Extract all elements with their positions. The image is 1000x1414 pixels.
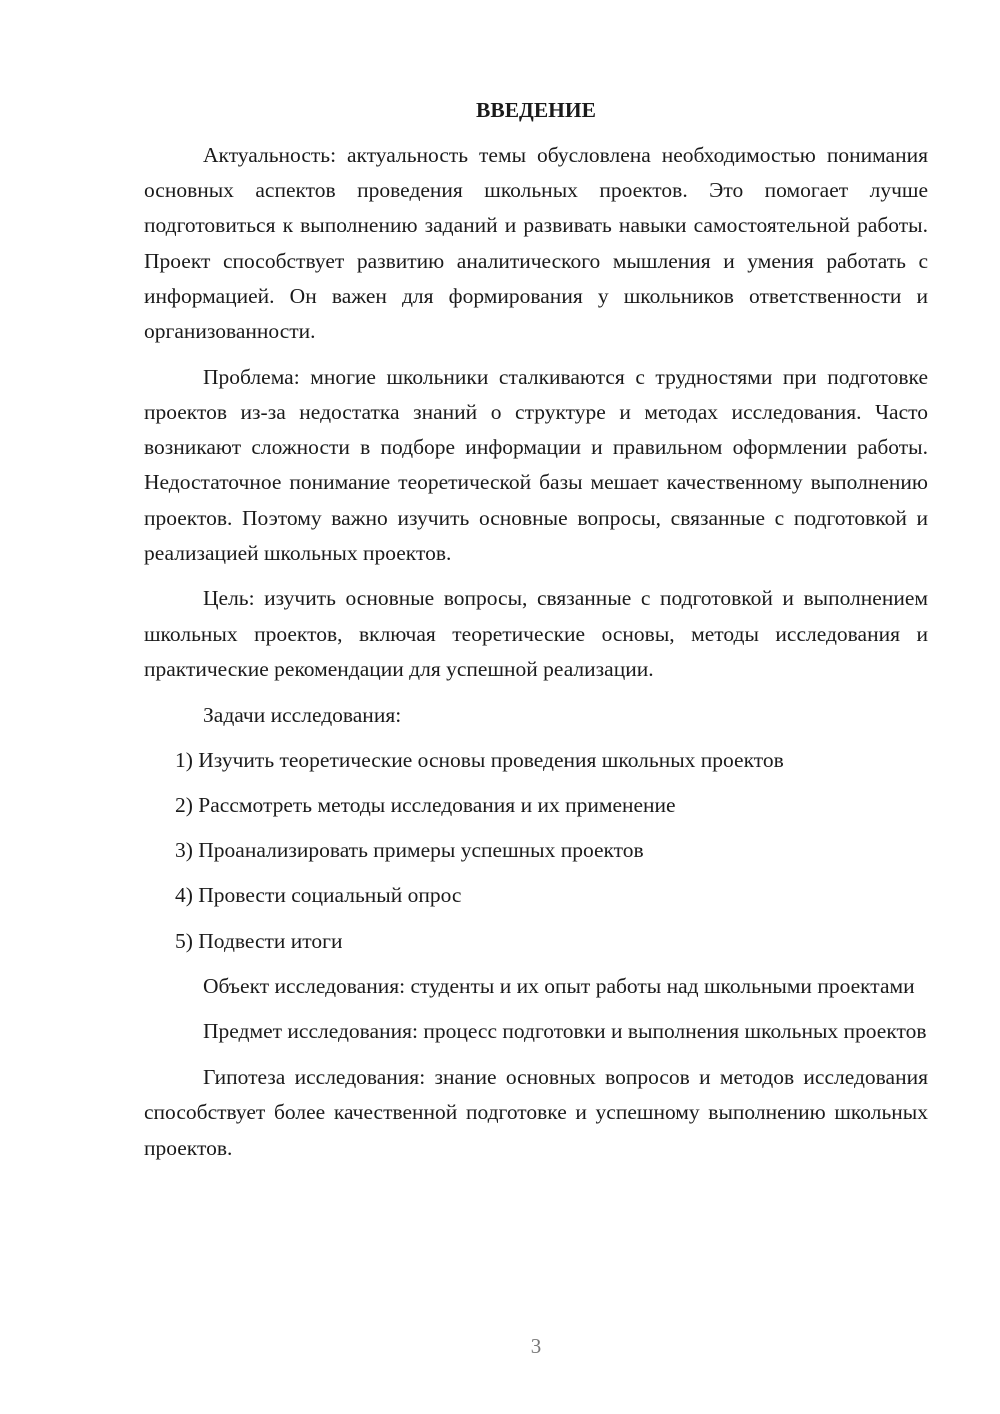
- list-item: 3) Проанализировать примеры успешных проектов: [175, 838, 644, 863]
- tasks-list: [144, 743, 928, 959]
- list-item: 2) Рассмотреть методы исследования и их применение: [175, 792, 676, 817]
- paragraph-relevance: Актуальность: актуальность темы обусловлена необходимостью понимания основных аспектов проведения школьных проектов. Это помогает лучше подготовиться к выполнению заданий и развивать навыки самостоятельной работы. Проект способствует развитию аналитического мышления и умения работать с информацией. Он важен для формирования у школьников ответственности и организованности.: [144, 143, 928, 344]
- paragraph-subject: Предмет исследования: процесс подготовки и выполнения школьных проектов: [203, 1019, 927, 1044]
- document-page: [144, 95, 928, 1176]
- paragraph-goal: Цель: изучить основные вопросы, связанные с подготовкой и выполнением школьных проектов, включая теоретические основы, методы исследования и практические рекомендации для успешной реализации.: [144, 586, 928, 681]
- tasks-heading: Задачи исследования:: [203, 702, 402, 727]
- paragraph-hypothesis: Гипотеза исследования: знание основных вопросов и методов исследования способствует более качественной подготовке и успешному выполнению школьных проектов.: [144, 1065, 928, 1160]
- list-item: 4) Провести социальный опрос: [175, 883, 462, 908]
- section-title: ВВЕДЕНИЕ: [476, 98, 596, 122]
- paragraph-object: Объект исследования: студенты и их опыт работы над школьными проектами: [203, 973, 915, 998]
- page-number: 3: [530, 1334, 542, 1358]
- list-item: 5) Подвести итоги: [175, 928, 343, 953]
- paragraph-problem: Проблема: многие школьники сталкиваются с трудностями при подготовке проектов из-за недостатка знаний о структуре и методах исследования. Часто возникают сложности в подборе информации и правильном оформлении работы. Недостаточное понимание теоретической базы мешает качественному выполнению проектов. Поэтому важно изучить основные вопросы, связанные с подготовкой и реализацией школьных проектов.: [144, 364, 928, 565]
- list-item: 1) Изучить теоретические основы проведения школьных проектов: [175, 747, 784, 772]
